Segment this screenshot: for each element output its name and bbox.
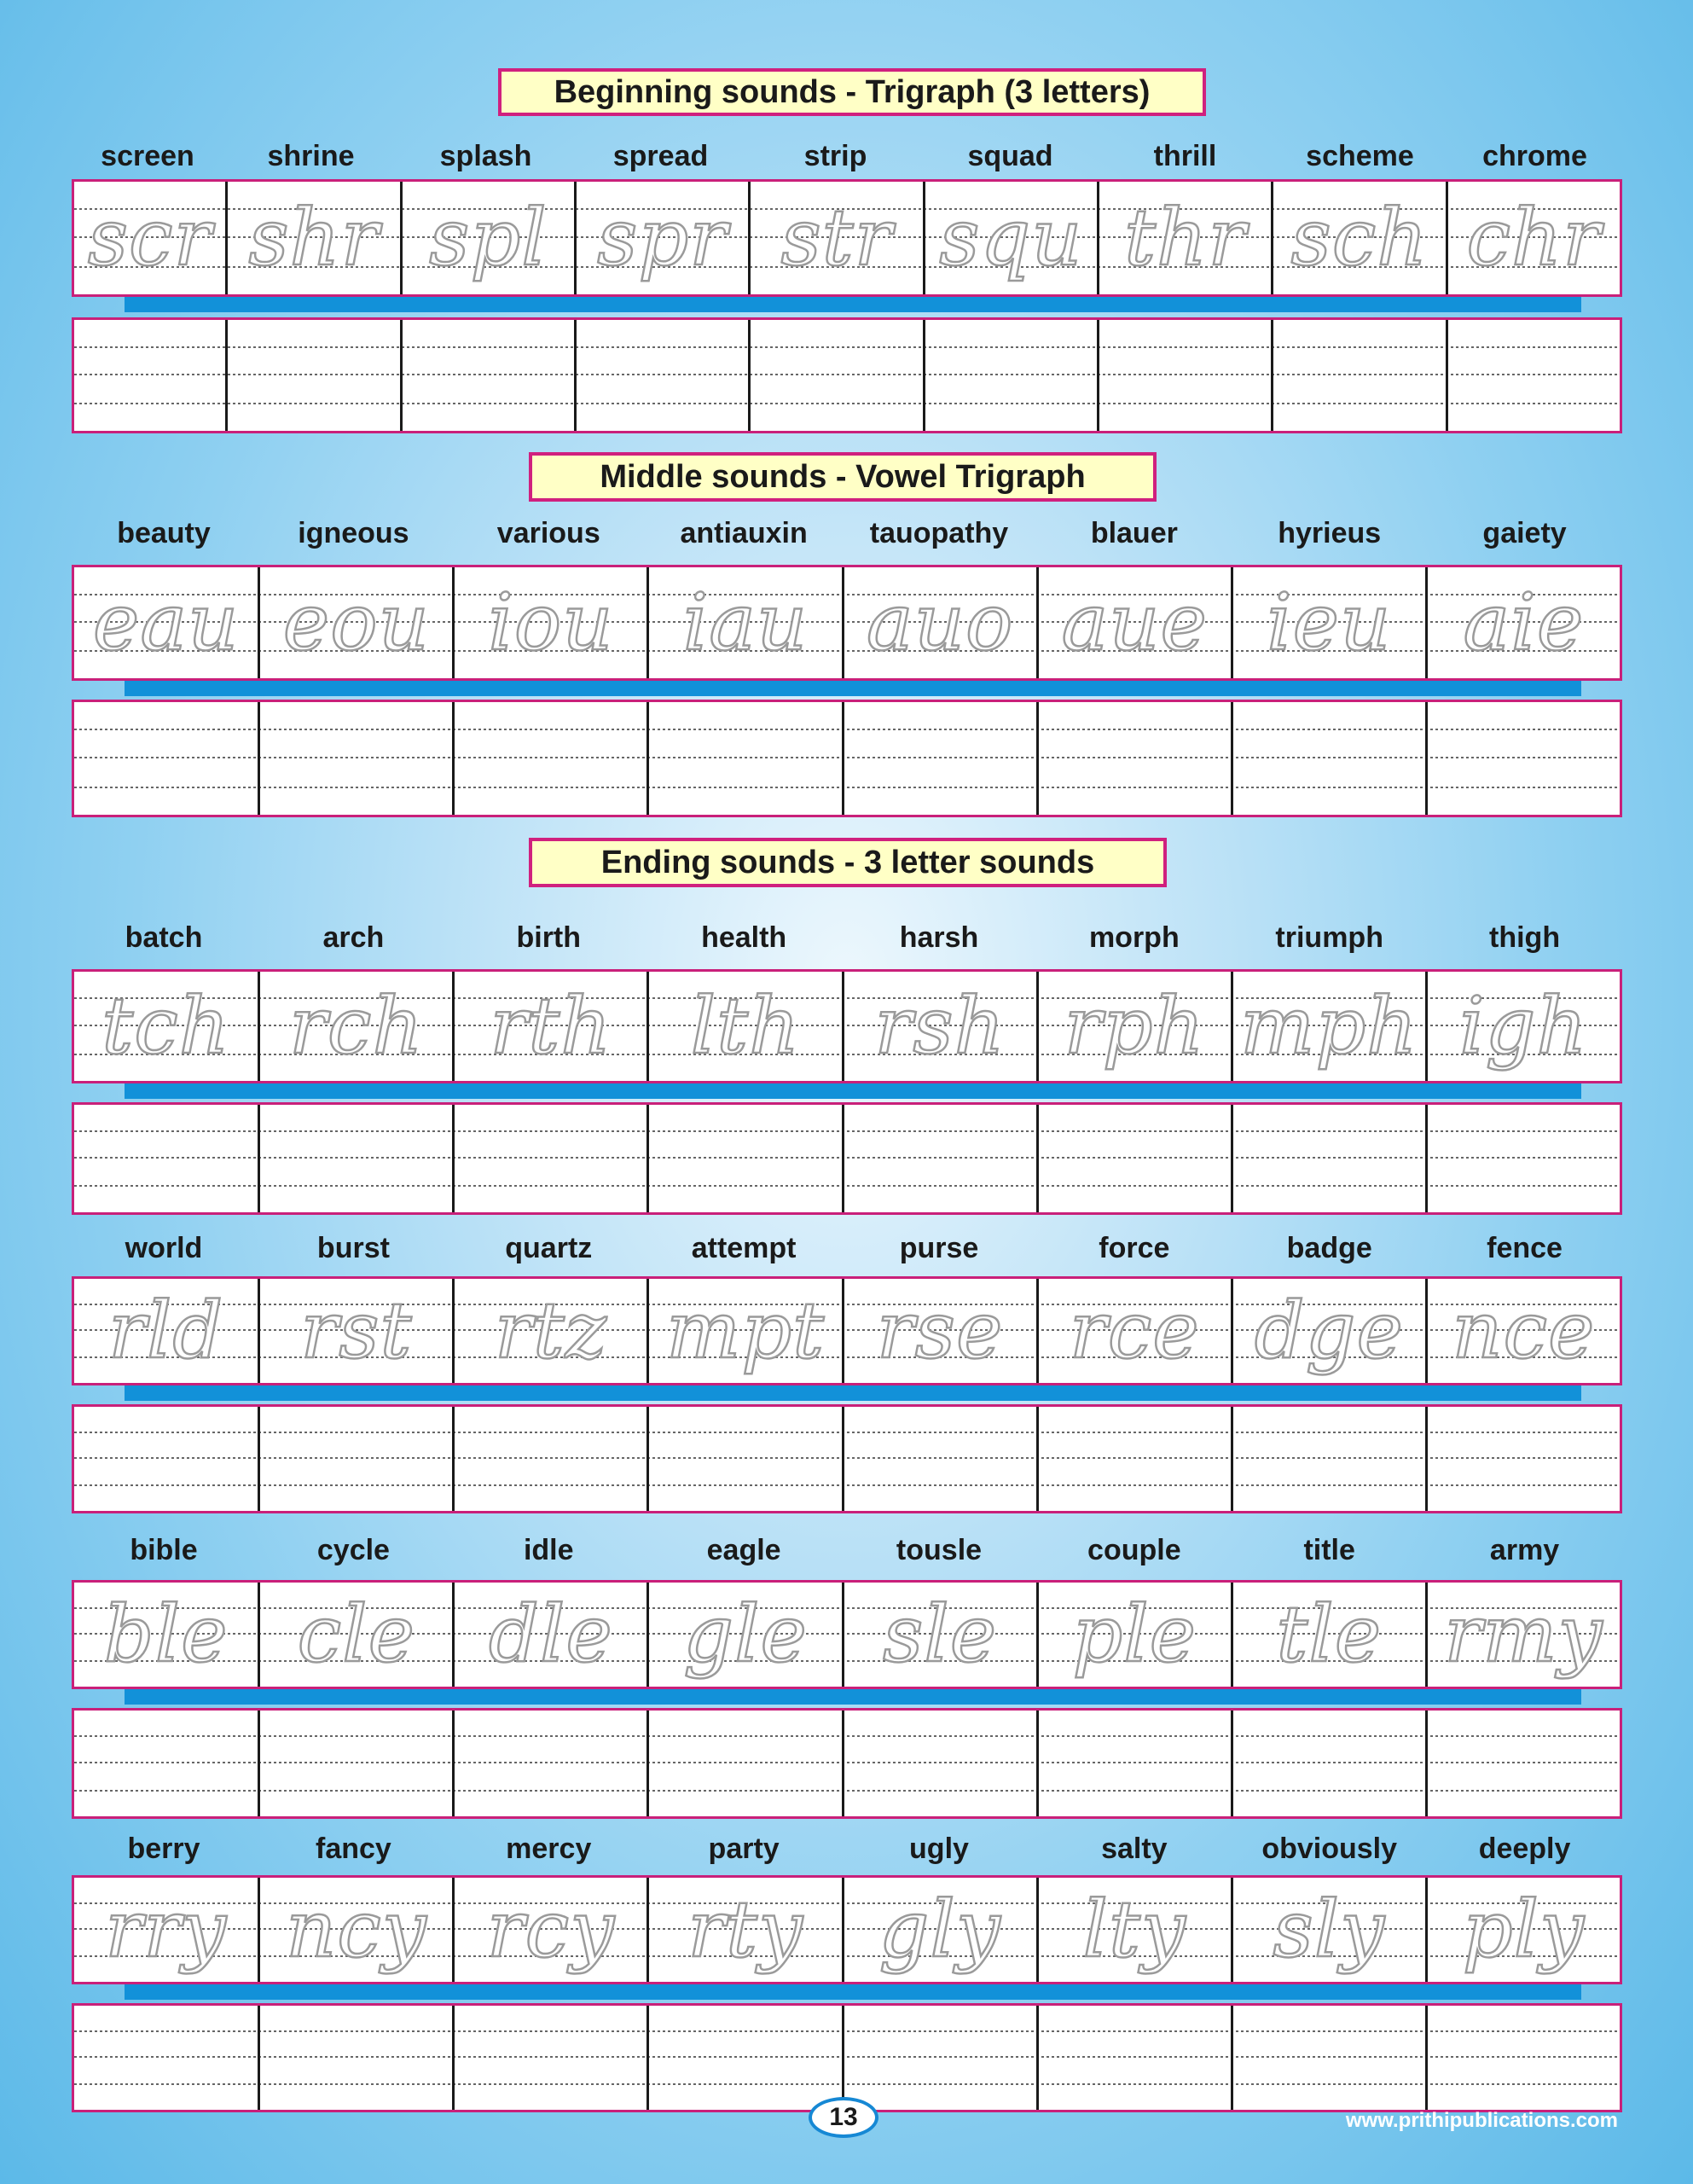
example-word: bible	[130, 1533, 198, 1566]
practice-cell[interactable]	[74, 1407, 258, 1511]
example-word: shrine	[267, 139, 355, 172]
practice-cell[interactable]	[400, 320, 574, 431]
tracing-cell[interactable]	[842, 1583, 1036, 1687]
trace-letters: tch	[101, 980, 231, 1072]
practice-cell[interactable]	[1231, 2006, 1425, 2110]
example-word: tauopathy	[869, 516, 1009, 549]
practice-cell[interactable]	[1231, 1711, 1425, 1816]
trace-letters: str	[780, 192, 893, 283]
practice-strip	[72, 1404, 1622, 1513]
tracing-cell[interactable]	[74, 182, 225, 294]
trace-letters: rld	[108, 1285, 224, 1376]
tracing-strip	[72, 969, 1622, 1083]
example-word: burst	[316, 1231, 390, 1264]
example-word: eagle	[706, 1533, 781, 1566]
tracing-cell[interactable]	[1036, 567, 1231, 678]
practice-cell[interactable]	[842, 2006, 1036, 2110]
word-labels	[72, 916, 1622, 959]
practice-cell[interactable]	[1425, 1407, 1620, 1511]
example-word: title	[1303, 1533, 1355, 1566]
tracing-cell[interactable]	[842, 972, 1036, 1081]
example-word: splash	[439, 139, 532, 172]
practice-cell[interactable]	[258, 702, 452, 815]
tracing-cell[interactable]	[1036, 1279, 1231, 1383]
example-word: blauer	[1090, 516, 1178, 549]
tracing-strip	[72, 1580, 1622, 1689]
practice-cell[interactable]	[1036, 1105, 1231, 1212]
trace-letters: rce	[1069, 1285, 1200, 1376]
exercise-row	[72, 1827, 1622, 2112]
example-word: ugly	[909, 1832, 969, 1865]
practice-cell[interactable]	[452, 1407, 646, 1511]
exercise-row	[72, 916, 1622, 1215]
practice-cell[interactable]	[1097, 320, 1271, 431]
example-word: cycle	[316, 1533, 390, 1566]
practice-cell[interactable]	[258, 1105, 452, 1212]
tracing-cell[interactable]	[748, 182, 922, 294]
word-labels	[72, 1529, 1622, 1571]
example-word: screen	[101, 139, 194, 172]
trace-letters: nce	[1452, 1285, 1596, 1376]
tracing-cell[interactable]	[1231, 972, 1425, 1081]
word-labels	[72, 135, 1622, 177]
practice-cell[interactable]	[842, 1105, 1036, 1212]
tracing-cell[interactable]	[646, 1279, 841, 1383]
tracing-cell[interactable]	[452, 1583, 646, 1687]
example-word: beauty	[117, 516, 211, 549]
tracing-cell[interactable]	[74, 1878, 258, 1982]
trace-letters: sle	[883, 1589, 998, 1680]
practice-cell[interactable]	[842, 702, 1036, 815]
tracing-cell[interactable]	[1425, 1878, 1620, 1982]
tracing-cell[interactable]	[400, 182, 574, 294]
tracing-cell[interactable]	[1425, 972, 1620, 1081]
trace-letters: chr	[1466, 192, 1602, 283]
practice-cell[interactable]	[225, 320, 399, 431]
tracing-cell[interactable]	[646, 567, 841, 678]
tracing-cell[interactable]	[258, 1583, 452, 1687]
practice-cell[interactable]	[574, 320, 748, 431]
trace-letters: rcy	[486, 1884, 616, 1975]
trace-letters: lty	[1082, 1884, 1186, 1975]
trace-letters: rse	[876, 1285, 1004, 1376]
tracing-cell[interactable]	[1446, 182, 1620, 294]
trace-letters: eou	[282, 577, 430, 668]
practice-cell[interactable]	[452, 702, 646, 815]
trace-letters: lth	[690, 980, 801, 1072]
trace-letters: iou	[488, 577, 614, 668]
tracing-cell[interactable]	[842, 1279, 1036, 1383]
trace-letters: ply	[1462, 1884, 1586, 1975]
practice-cell[interactable]	[1425, 1105, 1620, 1212]
example-word: obviously	[1261, 1832, 1398, 1865]
example-word: berry	[127, 1832, 200, 1865]
trace-letters: rry	[105, 1884, 228, 1975]
practice-cell[interactable]	[452, 1105, 646, 1212]
practice-cell[interactable]	[452, 1711, 646, 1816]
practice-cell[interactable]	[258, 1711, 452, 1816]
example-word: antiauxin	[680, 516, 808, 549]
trace-letters: rtz	[494, 1285, 608, 1376]
trace-letters: aie	[1463, 577, 1585, 668]
practice-strip	[72, 1102, 1622, 1215]
trace-letters: rph	[1064, 980, 1205, 1072]
practice-cell[interactable]	[452, 2006, 646, 2110]
trace-letters: sch	[1290, 192, 1429, 283]
tracing-cell[interactable]	[258, 1279, 452, 1383]
practice-cell[interactable]	[1425, 702, 1620, 815]
tracing-cell[interactable]	[646, 1878, 841, 1982]
tracing-cell[interactable]	[646, 972, 841, 1081]
trace-letters: rty	[687, 1884, 803, 1975]
example-word: army	[1489, 1533, 1560, 1566]
practice-cell[interactable]	[74, 2006, 258, 2110]
trace-letters: spl	[429, 192, 548, 283]
practice-cell[interactable]	[842, 1711, 1036, 1816]
example-word: attempt	[691, 1231, 797, 1264]
practice-cell[interactable]	[646, 1711, 841, 1816]
exercise-row	[72, 512, 1622, 817]
trace-letters: rth	[490, 980, 612, 1072]
example-word: chrome	[1482, 139, 1587, 172]
section-title-2: Middle sounds - Vowel Trigraph	[529, 452, 1157, 502]
example-word: world	[125, 1231, 203, 1264]
tracing-cell[interactable]	[1097, 182, 1271, 294]
tracing-cell[interactable]	[1231, 567, 1425, 678]
tracing-cell[interactable]	[1231, 1279, 1425, 1383]
practice-strip	[72, 2003, 1622, 2112]
tracing-cell[interactable]	[74, 567, 258, 678]
practice-cell[interactable]	[74, 1105, 258, 1212]
trace-letters: ieu	[1267, 577, 1392, 668]
trace-letters: aue	[1061, 577, 1208, 668]
publisher-website: www.prithipublications.com	[1345, 2109, 1618, 2132]
example-word: harsh	[899, 921, 979, 954]
tracing-cell[interactable]	[1036, 1583, 1231, 1687]
example-word: morph	[1088, 921, 1180, 954]
example-word: idle	[523, 1533, 574, 1566]
trace-letters: thr	[1124, 192, 1247, 283]
practice-cell[interactable]	[748, 320, 922, 431]
tracing-strip	[72, 1276, 1622, 1385]
example-word: igneous	[298, 516, 409, 549]
practice-cell[interactable]	[74, 1711, 258, 1816]
tracing-cell[interactable]	[74, 1583, 258, 1687]
trace-letters: igh	[1459, 980, 1588, 1072]
example-word: gaiety	[1482, 516, 1567, 549]
example-word: hyrieus	[1278, 516, 1382, 549]
tracing-cell[interactable]	[1271, 182, 1445, 294]
practice-strip	[72, 317, 1622, 433]
tracing-cell[interactable]	[574, 182, 748, 294]
practice-cell[interactable]	[1425, 2006, 1620, 2110]
tracing-cell[interactable]	[646, 1583, 841, 1687]
practice-cell[interactable]	[1231, 1407, 1425, 1511]
trace-letters: ble	[103, 1589, 229, 1680]
trace-letters: rsh	[874, 980, 1006, 1072]
practice-cell[interactable]	[842, 1407, 1036, 1511]
example-word: batch	[125, 921, 203, 954]
trace-letters: rst	[300, 1285, 413, 1376]
tracing-cell[interactable]	[452, 1279, 646, 1383]
tracing-strip	[72, 1875, 1622, 1984]
section-title-3: Ending sounds - 3 letter sounds	[529, 838, 1167, 887]
practice-cell[interactable]	[646, 1105, 841, 1212]
example-word: deeply	[1478, 1832, 1571, 1865]
tracing-cell[interactable]	[452, 1878, 646, 1982]
exercise-row	[72, 1529, 1622, 1819]
word-labels	[72, 1827, 1622, 1870]
tracing-cell[interactable]	[1425, 1583, 1620, 1687]
tracing-cell[interactable]	[842, 567, 1036, 678]
trace-letters: shr	[248, 192, 380, 283]
trace-letters: dge	[1254, 1285, 1404, 1376]
trace-letters: tle	[1276, 1589, 1383, 1680]
trace-letters: mpt	[665, 1285, 826, 1376]
word-labels	[72, 512, 1622, 555]
tracing-cell[interactable]	[1231, 1878, 1425, 1982]
tracing-cell[interactable]	[1425, 567, 1620, 678]
tracing-cell[interactable]	[1231, 1583, 1425, 1687]
practice-cell[interactable]	[646, 702, 841, 815]
page-number: 13	[829, 2103, 858, 2131]
trace-letters: spr	[597, 192, 728, 283]
example-word: party	[708, 1832, 780, 1865]
practice-cell[interactable]	[1036, 1407, 1231, 1511]
practice-cell[interactable]	[258, 2006, 452, 2110]
practice-cell[interactable]	[1446, 320, 1620, 431]
tracing-cell[interactable]	[1425, 1279, 1620, 1383]
trace-letters: rch	[288, 980, 424, 1072]
trace-letters: gle	[683, 1589, 808, 1680]
example-word: spread	[612, 139, 709, 172]
trace-letters: rmy	[1444, 1589, 1603, 1680]
example-word: force	[1099, 1231, 1170, 1264]
example-word: purse	[899, 1231, 979, 1264]
practice-cell[interactable]	[258, 1407, 452, 1511]
trace-letters: dle	[489, 1589, 613, 1680]
tracing-cell[interactable]	[258, 972, 452, 1081]
tracing-cell[interactable]	[258, 1878, 452, 1982]
example-word: strip	[803, 139, 867, 172]
tracing-cell[interactable]	[842, 1878, 1036, 1982]
practice-cell[interactable]	[1036, 2006, 1231, 2110]
exercise-row	[72, 1227, 1622, 1513]
practice-cell[interactable]	[923, 320, 1097, 431]
trace-letters: auo	[866, 577, 1014, 668]
tracing-cell[interactable]	[258, 567, 452, 678]
example-word: health	[701, 921, 787, 954]
trace-letters: iau	[682, 577, 809, 668]
example-word: mercy	[506, 1832, 592, 1865]
example-word: triumph	[1275, 921, 1383, 954]
example-word: salty	[1101, 1832, 1168, 1865]
tracing-cell[interactable]	[452, 567, 646, 678]
example-word: scheme	[1306, 139, 1414, 172]
example-word: thrill	[1153, 139, 1217, 172]
word-labels	[72, 1227, 1622, 1269]
example-word: fancy	[316, 1832, 391, 1865]
practice-cell[interactable]	[1271, 320, 1445, 431]
example-word: squad	[967, 139, 1053, 172]
trace-letters: mph	[1240, 980, 1418, 1072]
trace-letters: sly	[1273, 1884, 1386, 1975]
practice-strip	[72, 700, 1622, 817]
practice-cell[interactable]	[74, 320, 225, 431]
practice-cell[interactable]	[1036, 702, 1231, 815]
page-number-badge	[809, 2097, 878, 2138]
example-word: thigh	[1489, 921, 1561, 954]
tracing-cell[interactable]	[225, 182, 399, 294]
tracing-cell[interactable]	[74, 1279, 258, 1383]
practice-cell[interactable]	[646, 2006, 841, 2110]
tracing-cell[interactable]	[452, 972, 646, 1081]
practice-cell[interactable]	[1425, 1711, 1620, 1816]
practice-cell[interactable]	[1231, 702, 1425, 815]
practice-cell[interactable]	[1231, 1105, 1425, 1212]
example-word: couple	[1087, 1533, 1181, 1566]
trace-letters: ple	[1072, 1589, 1197, 1680]
example-word: fence	[1487, 1231, 1563, 1264]
example-word: badge	[1286, 1231, 1372, 1264]
tracing-cell[interactable]	[1036, 1878, 1231, 1982]
tracing-cell[interactable]	[74, 972, 258, 1081]
tracing-strip	[72, 179, 1622, 297]
exercise-row	[72, 135, 1622, 433]
practice-cell[interactable]	[74, 702, 258, 815]
trace-letters: squ	[939, 192, 1083, 283]
trace-letters: scr	[87, 192, 212, 283]
tracing-cell[interactable]	[923, 182, 1097, 294]
tracing-strip	[72, 565, 1622, 681]
section-title-1: Beginning sounds - Trigraph (3 letters)	[498, 68, 1206, 116]
practice-strip	[72, 1708, 1622, 1819]
example-word: quartz	[505, 1231, 593, 1264]
practice-cell[interactable]	[1036, 1711, 1231, 1816]
example-word: tousle	[896, 1533, 983, 1566]
practice-cell[interactable]	[646, 1407, 841, 1511]
example-word: arch	[322, 921, 385, 954]
example-word: birth	[516, 921, 582, 954]
trace-letters: gly	[878, 1884, 1001, 1975]
tracing-cell[interactable]	[1036, 972, 1231, 1081]
example-word: various	[496, 516, 600, 549]
trace-letters: eau	[92, 577, 240, 668]
trace-letters: cle	[297, 1589, 416, 1680]
trace-letters: ncy	[285, 1884, 427, 1975]
